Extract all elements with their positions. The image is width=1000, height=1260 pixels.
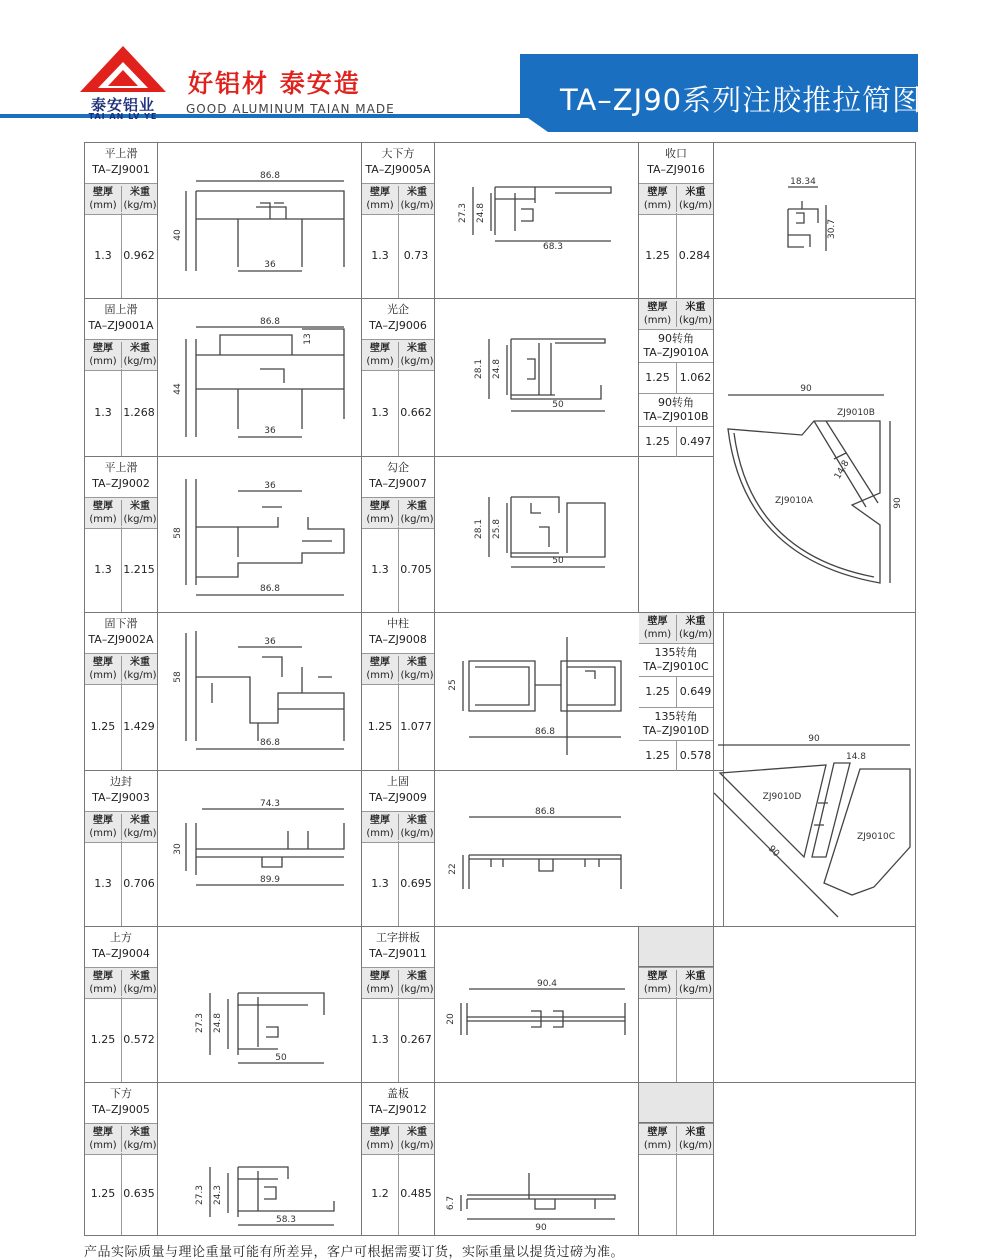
spec-header: 壁厚 (mm) 米重 (kg/m) xyxy=(362,967,434,999)
weight-value: 1.268 xyxy=(123,405,155,419)
profile-code: TA–ZJ9004 xyxy=(92,947,150,960)
svg-text:36: 36 xyxy=(264,260,276,270)
svg-text:6.7: 6.7 xyxy=(446,1195,456,1211)
profile-name: 勾企 xyxy=(387,461,409,474)
svg-text:86.8: 86.8 xyxy=(259,171,281,181)
profile-grid xyxy=(84,142,916,1236)
svg-text:24.8: 24.8 xyxy=(492,358,502,380)
profile-name: 固上滑 xyxy=(104,303,138,316)
profile-code: TA–ZJ9007 xyxy=(369,477,427,490)
svg-text:20: 20 xyxy=(446,1013,456,1025)
profile-name: 平上滑 xyxy=(104,461,138,474)
empty-cell xyxy=(714,1083,916,1236)
spec-header: 壁厚 (mm) 米重 (kg/m) xyxy=(639,613,713,644)
spec-cell-9006 xyxy=(362,299,435,457)
thickness-value: 1.3 xyxy=(94,562,112,576)
drawing-9003 xyxy=(158,771,362,927)
profile-code: TA–ZJ9006 xyxy=(369,319,427,332)
svg-text:18.34: 18.34 xyxy=(790,177,816,187)
profile-code: TA–ZJ9010D xyxy=(642,724,710,737)
svg-text:27.3: 27.3 xyxy=(195,1184,205,1206)
spec-header: 壁厚 (mm) 米重 (kg/m) xyxy=(362,811,434,843)
weight-value: 0.706 xyxy=(123,876,155,890)
drawing-9005 xyxy=(158,1083,362,1236)
spec-cell-9016 xyxy=(639,143,714,299)
spec-cell-9009 xyxy=(362,771,435,927)
drawing-corner-90 xyxy=(714,299,916,613)
svg-text:50: 50 xyxy=(552,556,564,566)
spec-cell-9001 xyxy=(85,143,158,299)
svg-text:ZJ9010D: ZJ9010D xyxy=(762,792,802,802)
drawing-9001a xyxy=(158,299,362,457)
svg-text:30: 30 xyxy=(173,843,183,855)
profile-code: TA–ZJ9010A xyxy=(643,346,709,359)
svg-text:36: 36 xyxy=(264,637,276,647)
spec-header: 壁厚 (mm) 米重 (kg/m) xyxy=(85,339,157,371)
footer-note: 产品实际质量与理论重量可能有所差异，客户可根据需要订货，实际重量以提货过磅为准。 xyxy=(84,1245,625,1260)
weight-header: 米重 (kg/m) xyxy=(121,186,158,212)
logo-text: 泰安铝业 xyxy=(90,96,155,114)
spec-header: 壁厚 (mm) 米重 (kg/m) xyxy=(362,339,434,371)
profile-name: 90转角 xyxy=(658,332,694,345)
svg-text:58: 58 xyxy=(173,527,183,539)
profile-name: 收口 xyxy=(665,147,687,160)
svg-text:90: 90 xyxy=(893,497,903,509)
profile-code: TA–ZJ9005A xyxy=(365,163,431,176)
svg-text:ZJ9010B: ZJ9010B xyxy=(837,408,875,418)
svg-text:90: 90 xyxy=(808,734,820,744)
svg-text:ZJ9010A: ZJ9010A xyxy=(775,496,813,506)
spec-cell-9010ab xyxy=(639,299,714,457)
svg-text:14.8: 14.8 xyxy=(832,458,852,482)
svg-text:89.9: 89.9 xyxy=(259,875,281,885)
svg-text:86.8: 86.8 xyxy=(259,584,281,594)
slogan: 好铝材 泰安造 xyxy=(188,69,361,98)
profile-name: 固下滑 xyxy=(104,617,138,630)
spec-header: 壁厚 (mm) 米重 (kg/m) xyxy=(85,653,157,685)
spec-cell-9005a xyxy=(362,143,435,299)
svg-text:68.3: 68.3 xyxy=(542,242,564,252)
thickness-value: 1.3 xyxy=(371,876,389,890)
profile-code: TA–ZJ9003 xyxy=(92,791,150,804)
svg-text:28.1: 28.1 xyxy=(474,358,484,380)
weight-value: 0.695 xyxy=(400,876,432,890)
profile-name: 135转角 xyxy=(654,646,698,659)
thickness-value: 1.25 xyxy=(90,1187,116,1200)
weight-value: 0.635 xyxy=(123,1187,155,1200)
profile-name: 工字拼板 xyxy=(376,931,420,944)
svg-text:58: 58 xyxy=(173,671,183,683)
profile-code: TA–ZJ9001A xyxy=(88,319,154,332)
logo-subtext: TAI AN LV YE xyxy=(88,112,158,121)
svg-text:25: 25 xyxy=(448,679,458,691)
thickness-value: 1.3 xyxy=(94,876,112,890)
weight-value: 0.962 xyxy=(123,248,155,262)
spec-cell-9002 xyxy=(85,457,158,613)
profile-code: TA–ZJ9008 xyxy=(369,633,427,646)
spec-header: 壁厚 (mm) 米重 (kg/m) xyxy=(639,967,713,999)
weight-value: 1.215 xyxy=(123,562,155,576)
svg-text:13: 13 xyxy=(303,333,313,345)
spec-cell-empty xyxy=(639,927,714,1083)
profile-name: 大下方 xyxy=(381,147,415,160)
thickness-value: 1.3 xyxy=(94,248,112,262)
profile-code: TA–ZJ9001 xyxy=(92,163,150,176)
spec-cell-9001a xyxy=(85,299,158,457)
profile-name: 90转角 xyxy=(658,396,694,409)
weight-value: 0.267 xyxy=(400,1032,432,1046)
svg-text:27.3: 27.3 xyxy=(458,202,468,224)
thickness-value: 1.3 xyxy=(371,405,389,419)
svg-text:90: 90 xyxy=(800,384,812,394)
thickness-value: 1.25 xyxy=(645,435,670,448)
svg-text:74.3: 74.3 xyxy=(259,799,281,809)
spec-cell-9003 xyxy=(85,771,158,927)
weight-value: 0.497 xyxy=(676,427,714,457)
spec-cell-9011 xyxy=(362,927,435,1083)
empty-cell xyxy=(639,771,714,927)
spec-cell-9008 xyxy=(362,613,435,771)
drawing-9012 xyxy=(435,1083,639,1236)
svg-text:14.8: 14.8 xyxy=(845,752,867,762)
spec-cell-9012 xyxy=(362,1083,435,1236)
profile-name: 上方 xyxy=(110,931,132,944)
svg-text:27.3: 27.3 xyxy=(195,1012,205,1034)
drawing-9007 xyxy=(435,457,639,613)
weight-value: 0.662 xyxy=(400,405,432,419)
drawing-9011 xyxy=(435,927,639,1083)
svg-text:36: 36 xyxy=(264,426,276,436)
spec-cell-empty xyxy=(639,1083,714,1236)
thickness-value: 1.2 xyxy=(371,1187,389,1200)
spec-header: 壁厚 (mm) 米重 (kg/m) xyxy=(639,299,713,330)
drawing-9004 xyxy=(158,927,362,1083)
spec-cell-9004 xyxy=(85,927,158,1083)
profile-code: TA–ZJ9002A xyxy=(88,633,154,646)
svg-text:30.7: 30.7 xyxy=(827,218,837,240)
thickness-value: 1.25 xyxy=(90,719,116,733)
svg-text:28.1: 28.1 xyxy=(474,518,484,540)
drawing-9002a xyxy=(158,613,362,771)
svg-text:50: 50 xyxy=(552,400,564,410)
drawing-9006 xyxy=(435,299,639,457)
profile-code: TA–ZJ9010C xyxy=(643,660,709,673)
spec-header: 壁厚 (mm) 米重 (kg/m) xyxy=(639,183,713,215)
page-title: TA–ZJ90系列注胶推拉简图 xyxy=(560,83,923,117)
spec-header: 壁厚 (mm) 米重 (kg/m) xyxy=(362,1123,434,1155)
spec-header: 壁厚 (mm) 米重 (kg/m) xyxy=(85,497,157,529)
svg-text:58.3: 58.3 xyxy=(275,1215,297,1225)
svg-text:ZJ9010C: ZJ9010C xyxy=(856,832,896,842)
thickness-value: 1.25 xyxy=(645,685,670,698)
profile-name: 135转角 xyxy=(654,710,698,723)
profile-name: 平上滑 xyxy=(104,147,138,160)
profile-code: TA–ZJ9011 xyxy=(369,947,427,960)
thickness-value: 1.25 xyxy=(367,719,393,733)
svg-text:24.8: 24.8 xyxy=(213,1012,223,1034)
profile-name: 盖板 xyxy=(387,1087,409,1100)
spec-cell-9002a xyxy=(85,613,158,771)
svg-text:90: 90 xyxy=(765,844,781,860)
thickness-value: 1.25 xyxy=(90,1032,116,1046)
weight-value: 1.429 xyxy=(123,719,155,733)
weight-value: 1.062 xyxy=(676,363,714,393)
drawing-corner-135 xyxy=(714,613,916,927)
spec-cell-9010cd xyxy=(639,613,714,771)
profile-name: 光企 xyxy=(387,303,409,316)
spec-header: 壁厚 (mm) 米重 (kg/m) xyxy=(362,183,434,215)
svg-text:25.8: 25.8 xyxy=(492,518,502,540)
svg-text:44: 44 xyxy=(173,383,183,395)
thickness-value: 1.3 xyxy=(371,1032,389,1046)
profile-code: TA–ZJ9009 xyxy=(369,791,427,804)
drawing-9016 xyxy=(714,143,916,299)
profile-name: 中柱 xyxy=(387,617,409,630)
svg-text:90: 90 xyxy=(535,1223,547,1233)
profile-code: TA–ZJ9010B xyxy=(643,410,709,423)
weight-value: 0.284 xyxy=(678,248,711,262)
svg-text:86.8: 86.8 xyxy=(534,807,556,817)
weight-value: 1.077 xyxy=(400,719,432,733)
spec-header: 壁厚 (mm) 米重 (kg/m) xyxy=(362,653,434,685)
svg-text:90.4: 90.4 xyxy=(536,979,558,989)
profile-code: TA–ZJ9016 xyxy=(647,163,705,176)
profile-name: 边封 xyxy=(110,775,132,788)
profile-code: TA–ZJ9002 xyxy=(92,477,150,490)
drawing-9001 xyxy=(158,143,362,299)
drawing-9002 xyxy=(158,457,362,613)
drawing-9005a xyxy=(435,143,639,299)
svg-text:24.3: 24.3 xyxy=(213,1184,223,1206)
svg-text:40: 40 xyxy=(173,229,183,241)
spec-header: 壁厚 (mm) 米重 (kg/m) xyxy=(85,1123,157,1155)
thickness-value: 1.3 xyxy=(371,562,389,576)
spec-header xyxy=(85,183,157,215)
svg-text:86.8: 86.8 xyxy=(259,738,281,748)
weight-value: 0.572 xyxy=(123,1032,155,1046)
svg-text:24.8: 24.8 xyxy=(476,202,486,224)
profile-code: TA–ZJ9005 xyxy=(92,1103,150,1116)
svg-text:50: 50 xyxy=(275,1053,287,1063)
thickness-value: 1.25 xyxy=(645,248,670,262)
weight-value: 0.485 xyxy=(400,1187,432,1200)
weight-value: 0.705 xyxy=(400,562,432,576)
thickness-header: 壁厚 (mm) xyxy=(89,187,117,211)
profile-name: 下方 xyxy=(110,1087,132,1100)
svg-text:86.8: 86.8 xyxy=(534,727,556,737)
svg-text:86.8: 86.8 xyxy=(259,317,281,327)
empty-cell xyxy=(639,457,714,613)
weight-value: 0.649 xyxy=(676,677,714,707)
spec-cell-9007 xyxy=(362,457,435,613)
thickness-value: 1.25 xyxy=(645,749,670,762)
spec-header: 壁厚 (mm) 米重 (kg/m) xyxy=(639,1123,713,1155)
spec-header: 壁厚 (mm) 米重 (kg/m) xyxy=(85,967,157,999)
profile-code: TA–ZJ9012 xyxy=(369,1103,427,1116)
profile-name: 上固 xyxy=(387,775,409,788)
slogan-english: GOOD ALUMINUM TAIAN MADE xyxy=(186,102,395,116)
thickness-value: 1.25 xyxy=(645,371,670,384)
svg-text:36: 36 xyxy=(264,481,276,491)
weight-value: 0.73 xyxy=(403,248,429,262)
spec-header: 壁厚 (mm) 米重 (kg/m) xyxy=(362,497,434,529)
svg-text:22: 22 xyxy=(448,863,458,875)
spec-cell-9005 xyxy=(85,1083,158,1236)
empty-cell xyxy=(714,927,916,1083)
thickness-value: 1.3 xyxy=(94,405,112,419)
spec-header: 壁厚 (mm) 米重 (kg/m) xyxy=(85,811,157,843)
weight-value: 0.578 xyxy=(676,741,714,771)
thickness-value: 1.3 xyxy=(371,248,389,262)
